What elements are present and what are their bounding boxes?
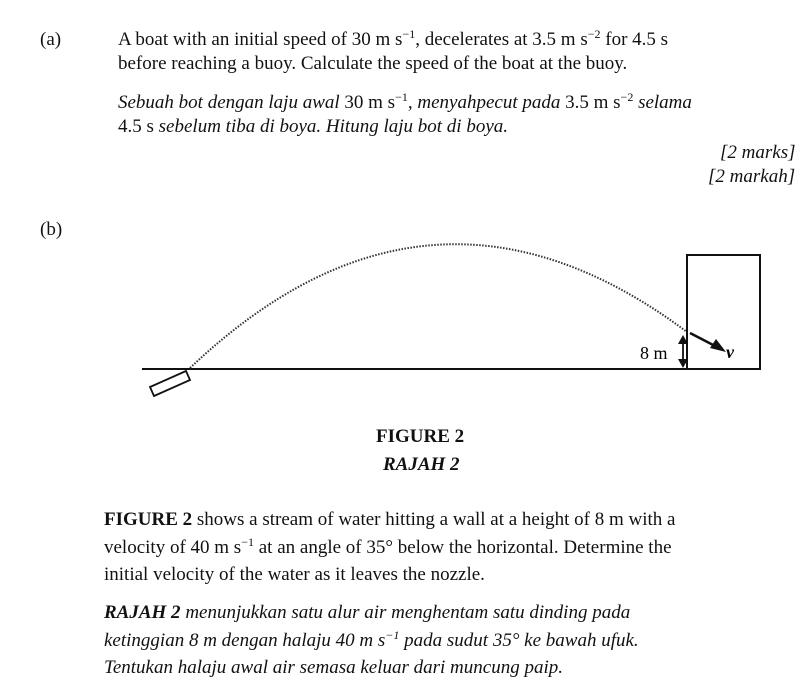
exponent: −1 bbox=[402, 27, 416, 41]
part-b-question-ms-line1 bbox=[104, 601, 630, 625]
velocity-arrow-head bbox=[710, 339, 726, 352]
height-label: 8 m bbox=[640, 343, 668, 363]
part-a-question-ms-line1 bbox=[118, 91, 692, 115]
marks-ms bbox=[708, 165, 807, 189]
text: pada sudut 35° ke bawah ufuk. bbox=[399, 630, 639, 651]
exponent: −1 bbox=[241, 535, 254, 549]
figure-2-diagram bbox=[0, 240, 807, 410]
part-a-label: (a) bbox=[40, 29, 62, 50]
velocity-label: v bbox=[726, 342, 734, 362]
exponent: −2 bbox=[587, 27, 601, 41]
part-a-question-ms-line2 bbox=[118, 115, 508, 139]
part-b-question-ms-line2 bbox=[104, 629, 639, 653]
text: Sebuah bot dengan laju awal bbox=[118, 92, 345, 113]
wall bbox=[687, 255, 760, 369]
text: velocity of 40 m s bbox=[104, 537, 242, 558]
text: [2 marks] bbox=[720, 142, 796, 163]
text: 4.5 s bbox=[118, 116, 154, 137]
text: 30 m s bbox=[344, 92, 396, 113]
exponent: −1 bbox=[395, 90, 408, 104]
part-b-question-en-line3: initial velocity of the water as it leaves the nozzle. bbox=[104, 564, 485, 585]
part-b-question-en-line2 bbox=[104, 536, 672, 560]
text: at an angle of 35° below the horizontal. Determine the bbox=[253, 537, 672, 558]
text: selama bbox=[633, 92, 692, 113]
part-b-label: (b) bbox=[40, 219, 63, 240]
exponent: −1 bbox=[385, 628, 400, 642]
part-a-question-en-line1 bbox=[118, 28, 668, 52]
part-b-question-ms-line3: Tentukan halaju awal air semasa keluar dari muncung paip. bbox=[104, 657, 563, 678]
text: 3.5 m s bbox=[565, 92, 621, 113]
text: [2 markah] bbox=[708, 166, 796, 187]
text: A boat with an initial speed of 30 m s bbox=[118, 29, 403, 50]
text: FIGURE 2 bbox=[104, 509, 193, 530]
part-a-question-en-line2: before reaching a buoy. Calculate the speed of the boat at the buoy. bbox=[118, 53, 628, 74]
text: sebelum tiba di boya. Hitung laju bot di boya. bbox=[153, 116, 509, 137]
figure-caption-en: FIGURE 2 bbox=[376, 426, 465, 447]
marks-en bbox=[720, 141, 807, 165]
text: shows a stream of water hitting a wall at a height of 8 m with a bbox=[192, 509, 676, 530]
exponent: −2 bbox=[620, 90, 634, 104]
text: for 4.5 s bbox=[600, 29, 669, 50]
water-trajectory bbox=[190, 244, 687, 368]
text: menunjukkan satu alur air menghentam satu dinding pada bbox=[180, 602, 631, 623]
text: , decelerates at 3.5 m s bbox=[415, 29, 588, 50]
text: ketinggian 8 m dengan halaju 40 m s bbox=[104, 630, 386, 651]
part-b-question-en-line1 bbox=[104, 508, 675, 532]
nozzle bbox=[150, 371, 190, 396]
figure-caption-ms: RAJAH 2 bbox=[383, 454, 460, 475]
text: RAJAH 2 bbox=[104, 602, 181, 623]
text: , menyahpecut pada bbox=[407, 92, 566, 113]
